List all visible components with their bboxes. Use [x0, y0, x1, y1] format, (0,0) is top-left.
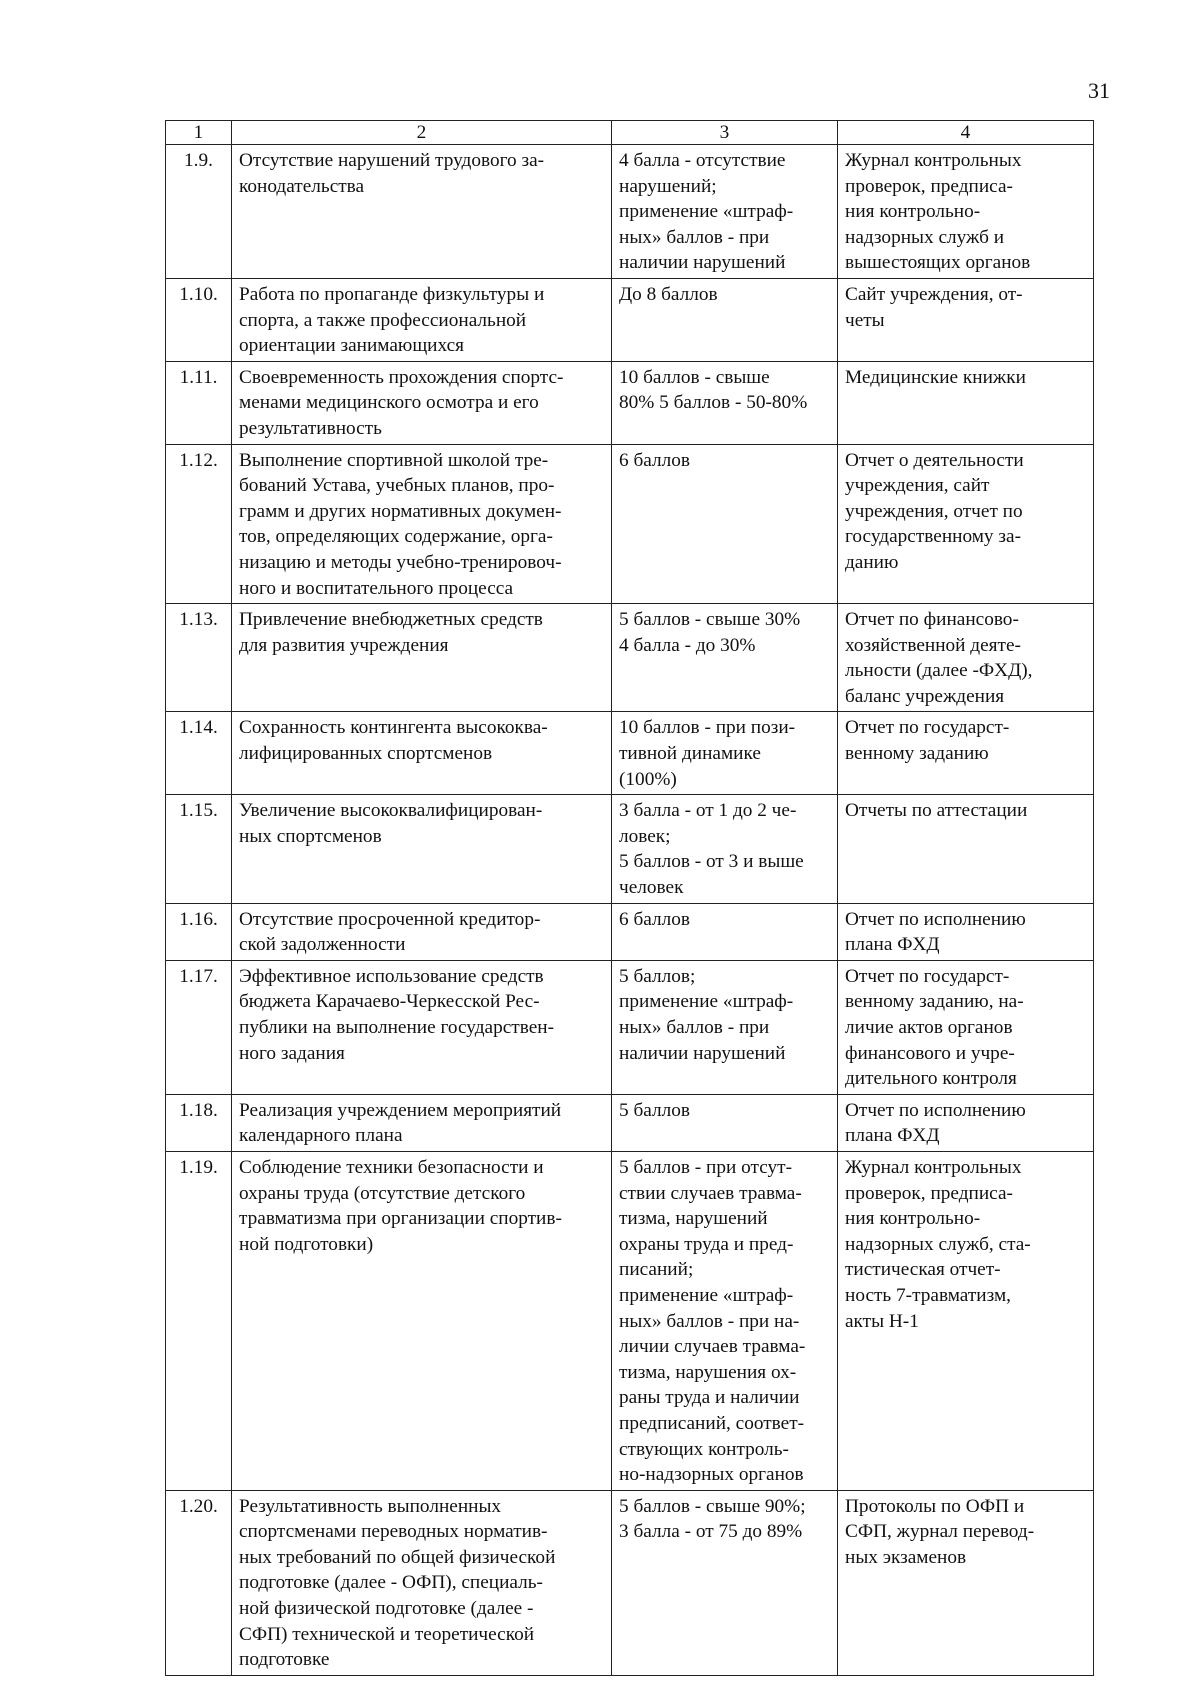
- column-header-1: 1: [166, 121, 232, 145]
- points-line: тизма, нарушения ох-: [619, 1361, 797, 1383]
- points-line: До 8 баллов: [619, 283, 718, 305]
- source-cell: [838, 444, 1094, 604]
- criterion-cell: [232, 795, 612, 903]
- source-line: финансового и учре-: [845, 1042, 1015, 1064]
- column-header-4: 4: [838, 121, 1094, 145]
- criterion-line: Эффективное использование средств: [239, 965, 544, 987]
- column-header-3: 3: [612, 121, 838, 145]
- points-line: 6 баллов: [619, 449, 690, 471]
- source-line: вышестоящих органов: [845, 252, 1031, 274]
- points-cell: [612, 145, 838, 279]
- criterion-line: Сохранность контингента высококва-: [239, 717, 548, 739]
- source-cell: [838, 1094, 1094, 1151]
- points-cell: [612, 1151, 838, 1490]
- points-cell: [612, 1490, 838, 1675]
- criterion-cell: [232, 444, 612, 604]
- points-cell: [612, 444, 838, 604]
- source-cell: [838, 604, 1094, 712]
- criterion-cell: [232, 712, 612, 795]
- criterion-line: ного задания: [239, 1042, 345, 1064]
- source-line: венному заданию: [845, 743, 989, 765]
- source-line: акты Н-1: [845, 1310, 919, 1332]
- criterion-line: низацию и методы учебно-тренировоч-: [239, 551, 562, 573]
- source-line: Журнал контрольных: [845, 150, 1022, 171]
- points-line: 3 балла - от 1 до 2 че-: [619, 800, 797, 822]
- source-line: Журнал контрольных: [845, 1156, 1022, 1178]
- points-line: применение «штраф-: [619, 1284, 794, 1306]
- criteria-table-body: [166, 121, 1094, 1676]
- source-line: Отчет о деятельности: [845, 449, 1024, 471]
- row-number: 1.14.: [166, 712, 232, 795]
- source-line: государственному за-: [845, 526, 1021, 548]
- criterion-line: лифицированных спортсменов: [239, 743, 493, 765]
- points-line: тивной динамике: [619, 743, 761, 765]
- points-line: ствии случаев травма-: [619, 1182, 802, 1204]
- points-line: 10 баллов - свыше: [619, 366, 770, 388]
- points-line: раны труда и наличии: [619, 1387, 800, 1409]
- source-line: надзорных служб и: [845, 226, 1005, 248]
- source-line: надзорных служб, ста-: [845, 1233, 1031, 1255]
- source-line: ных экзаменов: [845, 1546, 967, 1568]
- criterion-line: Работа по пропаганде физкультуры и: [239, 283, 545, 305]
- source-line: Отчет по исполнению: [845, 1099, 1026, 1121]
- row-number: 1.10.: [166, 278, 232, 361]
- table-row: [166, 604, 1094, 712]
- criterion-line: результативность: [239, 417, 382, 439]
- criterion-line: ных требований по общей физической: [239, 1546, 556, 1568]
- points-line: писаний;: [619, 1259, 694, 1281]
- source-line: Отчет по исполнению: [845, 908, 1026, 930]
- row-number: 1.9.: [166, 145, 232, 279]
- points-line: 3 балла - от 75 до 89%: [619, 1521, 803, 1543]
- table-header-row: [166, 121, 1094, 145]
- points-line: 6 баллов: [619, 908, 690, 930]
- criterion-line: подготовке (далее - ОФП), специаль-: [239, 1572, 543, 1594]
- row-number: 1.17.: [166, 960, 232, 1094]
- points-line: 4 балла - до 30%: [619, 634, 756, 656]
- criterion-line: Отсутствие нарушений трудового за-: [239, 150, 545, 171]
- source-line: ния контрольно-: [845, 1208, 981, 1230]
- points-line: нарушений;: [619, 175, 717, 197]
- row-number: 1.20.: [166, 1490, 232, 1675]
- criterion-line: Выполнение спортивной школой тре-: [239, 449, 549, 471]
- source-line: дительного контроля: [845, 1068, 1017, 1090]
- source-line: четы: [845, 309, 885, 331]
- criterion-line: ного и воспитательного процесса: [239, 577, 514, 599]
- source-line: Сайт учреждения, от-: [845, 283, 1023, 305]
- points-line: 80% 5 баллов - 50-80%: [619, 392, 808, 414]
- source-line: проверок, предписа-: [845, 1182, 1013, 1204]
- criterion-line: травматизма при организации спортив-: [239, 1208, 562, 1230]
- points-line: (100%): [619, 768, 677, 790]
- points-line: 5 баллов - при отсут-: [619, 1156, 792, 1178]
- points-line: человек: [619, 877, 684, 899]
- source-line: данию: [845, 551, 899, 573]
- criterion-line: ориентации занимающихся: [239, 335, 464, 357]
- points-cell: [612, 712, 838, 795]
- source-line: хозяйственной деяте-: [845, 634, 1021, 656]
- criterion-line: ской задолженности: [239, 934, 406, 956]
- source-cell: [838, 1490, 1094, 1675]
- points-line: 5 баллов - от 3 и выше: [619, 851, 804, 873]
- source-line: венному заданию, на-: [845, 991, 1024, 1013]
- criterion-line: бюджета Карачаево-Черкесской Рес-: [239, 991, 540, 1013]
- source-line: Отчет по финансово-: [845, 609, 1019, 631]
- source-line: Протоколы по ОФП и: [845, 1495, 1025, 1517]
- row-number: 1.18.: [166, 1094, 232, 1151]
- criterion-cell: [232, 361, 612, 444]
- points-line: 4 балла - отсутствие: [619, 150, 786, 171]
- criterion-line: Реализация учреждением мероприятий: [239, 1099, 562, 1121]
- criterion-cell: [232, 604, 612, 712]
- criterion-line: Своевременность прохождения спортс-: [239, 366, 564, 388]
- points-line: ных» баллов - при: [619, 226, 770, 248]
- criterion-line: конодательства: [239, 175, 365, 197]
- points-cell: [612, 795, 838, 903]
- points-line: ствующих контроль-: [619, 1438, 789, 1460]
- source-line: баланс учреждения: [845, 685, 1005, 707]
- source-cell: [838, 145, 1094, 279]
- criterion-line: бований Устава, учебных планов, про-: [239, 475, 555, 497]
- source-line: плана ФХД: [845, 934, 940, 956]
- criterion-line: подготовке: [239, 1649, 330, 1671]
- criteria-table: [165, 120, 1094, 1676]
- source-cell: [838, 278, 1094, 361]
- points-line: охраны труда и пред-: [619, 1233, 794, 1255]
- points-line: предписаний, соответ-: [619, 1412, 805, 1434]
- criteria-table-container: [165, 120, 1093, 1676]
- points-line: 10 баллов - при пози-: [619, 717, 796, 739]
- source-line: ность 7-травматизм,: [845, 1284, 1011, 1306]
- source-line: ния контрольно-: [845, 201, 981, 223]
- source-line: Медицинские книжки: [845, 366, 1026, 388]
- row-number: 1.12.: [166, 444, 232, 604]
- source-cell: [838, 903, 1094, 960]
- criterion-cell: [232, 903, 612, 960]
- points-line: 5 баллов - свыше 30%: [619, 609, 801, 631]
- criterion-line: СФП) технической и теоретической: [239, 1623, 535, 1645]
- source-line: Отчет по государст-: [845, 965, 1010, 987]
- table-row: [166, 145, 1094, 279]
- row-number: 1.19.: [166, 1151, 232, 1490]
- criterion-line: Отсутствие просроченной кредитор-: [239, 908, 541, 930]
- criterion-line: ной подготовки): [239, 1233, 374, 1255]
- criterion-line: менами медицинского осмотра и его: [239, 392, 539, 414]
- criterion-cell: [232, 1094, 612, 1151]
- points-line: 5 баллов: [619, 1099, 690, 1121]
- source-cell: [838, 795, 1094, 903]
- criterion-line: грамм и других нормативных докумен-: [239, 500, 562, 522]
- points-cell: [612, 1094, 838, 1151]
- criterion-cell: [232, 278, 612, 361]
- criterion-line: спорта, а также профессиональной: [239, 309, 527, 331]
- criterion-line: охраны труда (отсутствие детского: [239, 1182, 526, 1204]
- table-row: [166, 1490, 1094, 1675]
- criterion-line: тов, определяющих содержание, орга-: [239, 526, 553, 548]
- table-row: [166, 712, 1094, 795]
- source-line: плана ФХД: [845, 1125, 940, 1147]
- source-line: Отчет по государст-: [845, 717, 1010, 739]
- criterion-line: публики на выполнение государствен-: [239, 1017, 555, 1038]
- source-line: учреждения, сайт: [845, 475, 990, 497]
- criterion-line: ных спортсменов: [239, 825, 382, 847]
- table-row: [166, 361, 1094, 444]
- source-line: тистическая отчет-: [845, 1259, 1001, 1281]
- table-row: [166, 444, 1094, 604]
- row-number: 1.11.: [166, 361, 232, 444]
- points-line: но-надзорных органов: [619, 1464, 804, 1486]
- source-cell: [838, 1151, 1094, 1490]
- points-line: 5 баллов;: [619, 965, 696, 987]
- page-number: 31: [1088, 78, 1110, 103]
- source-line: личие актов органов: [845, 1017, 1013, 1038]
- points-cell: [612, 604, 838, 712]
- row-number: 1.15.: [166, 795, 232, 903]
- points-cell: [612, 960, 838, 1094]
- criterion-line: спортсменами переводных норматив-: [239, 1521, 548, 1543]
- points-cell: [612, 278, 838, 361]
- points-line: тизма, нарушений: [619, 1208, 768, 1230]
- criterion-line: ной физической подготовке (далее -: [239, 1598, 534, 1620]
- points-line: ловек;: [619, 825, 671, 847]
- points-line: 5 баллов - свыше 90%;: [619, 1495, 806, 1517]
- source-line: проверок, предписа-: [845, 175, 1013, 197]
- points-line: наличии нарушений: [619, 252, 786, 274]
- table-row: [166, 278, 1094, 361]
- criterion-line: для развития учреждения: [239, 634, 449, 656]
- table-row: [166, 1094, 1094, 1151]
- source-line: СФП, журнал перевод-: [845, 1521, 1035, 1543]
- points-line: ных» баллов - при: [619, 1017, 770, 1038]
- points-line: применение «штраф-: [619, 201, 794, 223]
- row-number: 1.13.: [166, 604, 232, 712]
- table-row: [166, 1151, 1094, 1490]
- points-line: ных» баллов - при на-: [619, 1310, 800, 1332]
- criterion-line: Привлечение внебюджетных средств: [239, 609, 543, 631]
- source-cell: [838, 712, 1094, 795]
- row-number: 1.16.: [166, 903, 232, 960]
- source-cell: [838, 960, 1094, 1094]
- points-line: наличии нарушений: [619, 1042, 786, 1064]
- points-line: личии случаев травма-: [619, 1336, 806, 1358]
- criterion-cell: [232, 1151, 612, 1490]
- criterion-cell: [232, 960, 612, 1094]
- points-cell: [612, 361, 838, 444]
- table-row: [166, 960, 1094, 1094]
- source-line: льности (далее -ФХД),: [845, 660, 1033, 682]
- source-cell: [838, 361, 1094, 444]
- column-header-2: 2: [232, 121, 612, 145]
- criterion-line: Соблюдение техники безопасности и: [239, 1156, 544, 1178]
- table-row: [166, 903, 1094, 960]
- points-cell: [612, 903, 838, 960]
- table-row: [166, 795, 1094, 903]
- source-line: учреждения, отчет по: [845, 500, 1023, 522]
- points-line: применение «штраф-: [619, 991, 794, 1013]
- criterion-line: календарного плана: [239, 1125, 403, 1147]
- criterion-line: Результативность выполненных: [239, 1495, 502, 1517]
- criterion-cell: [232, 1490, 612, 1675]
- criterion-cell: [232, 145, 612, 279]
- source-line: Отчеты по аттестации: [845, 800, 1028, 822]
- criterion-line: Увеличение высококвалифицирован-: [239, 800, 543, 822]
